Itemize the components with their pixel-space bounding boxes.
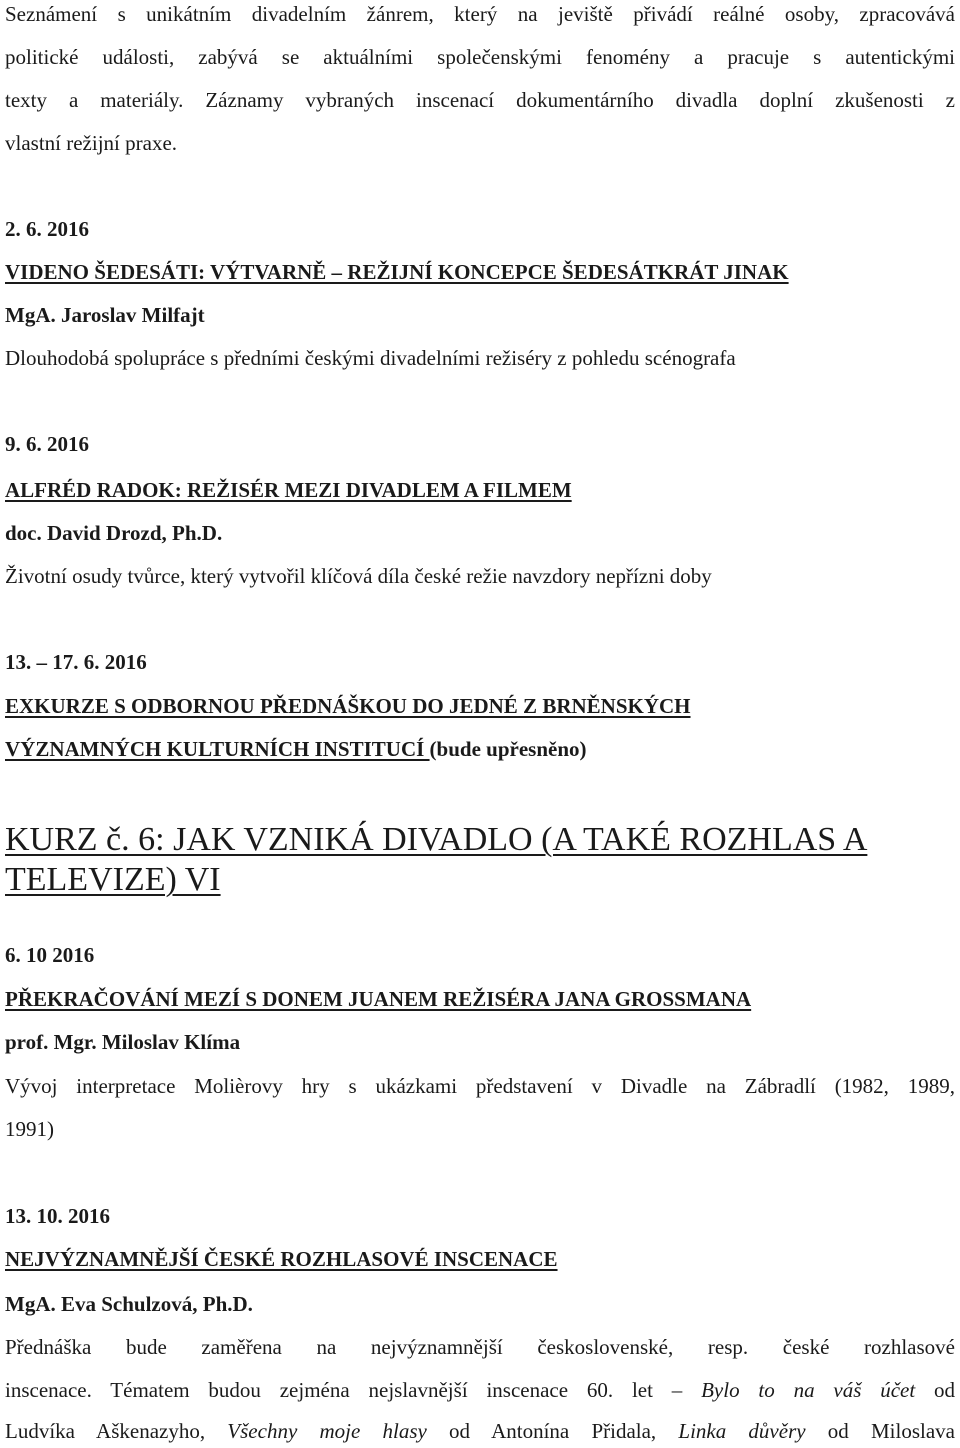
event-3-title-line-2: [5, 735, 587, 763]
desc-2-part-c: od: [915, 1378, 956, 1402]
course-event-2-date: 13. 10. 2016: [5, 1204, 110, 1228]
event-3-title-note: (bude upřesněno): [429, 737, 587, 761]
event-1-title: VIDENO ŠEDESÁTI: VÝTVARNĚ – REŽIJNÍ KONCEPCE ŠEDESÁTKRÁT JINAK: [5, 260, 789, 284]
intro-line-1: Seznámení s unikátním divadelním žánrem, který na jeviště přivádí reálné osoby, zpracovává: [5, 2, 955, 26]
course-event-2-lecturer: MgA. Eva Schulzová, Ph.D.: [5, 1292, 253, 1316]
desc-2-part-a: inscenace. Tématem budou zejména nejslavnější inscenace 60. let –: [5, 1378, 702, 1402]
intro-line-4: vlastní režijní praxe.: [5, 131, 178, 155]
event-2-date: 9. 6. 2016: [5, 432, 89, 456]
desc-3-work-title-2: Všechny moje hlasy: [227, 1419, 427, 1443]
event-2-title: ALFRÉD RADOK: REŽISÉR MEZI DIVADLEM A FILMEM: [5, 478, 572, 502]
desc-3-part-c: od Antonína Přidala,: [426, 1419, 679, 1443]
event-1-description: Dlouhodobá spolupráce s předními českými divadelními režiséry z pohledu scénografa: [5, 346, 736, 370]
course-title-line-1: [5, 820, 867, 860]
event-3-title-line-1: EXKURZE S ODBORNOU PŘEDNÁŠKOU DO JEDNÉ Z BRNĚNSKÝCH: [5, 694, 691, 718]
desc-3-part-a: Ludvíka Aškenazyho,: [5, 1419, 228, 1443]
event-1-lecturer: MgA. Jaroslav Milfajt: [5, 303, 205, 327]
desc-2-work-title-1: Bylo to na váš účet: [701, 1378, 916, 1402]
course-title-line-2-text: TELEVIZE) VI: [5, 861, 221, 898]
intro-line-2: politické události, zabývá se aktuálními společenskými fenomény a pracuje s autentickými: [5, 45, 955, 69]
desc-3-part-e: od Miloslava: [805, 1419, 955, 1443]
course-event-1-title: PŘEKRAČOVÁNÍ MEZÍ S DONEM JUANEM REŽISÉRA JANA GROSSMANA: [5, 987, 752, 1011]
course-event-2-description-line-3: [5, 1417, 955, 1445]
course-event-1-description-line-2: 1991): [5, 1117, 54, 1141]
intro-line-3: texty a materiály. Záznamy vybraných inscenací dokumentárního divadla doplní zkušenosti z: [5, 88, 955, 112]
event-2-lecturer: doc. David Drozd, Ph.D.: [5, 521, 223, 545]
course-title-line-2: [5, 860, 221, 900]
course-event-2-title: NEJVÝZNAMNĚJŠÍ ČESKÉ ROZHLASOVÉ INSCENACE: [5, 1247, 558, 1271]
course-event-2-description-line-2: [5, 1376, 955, 1404]
course-event-2-description-line-1: Přednáška bude zaměřena na nejvýznamnější československé, resp. české rozhlasové: [5, 1335, 955, 1359]
course-event-1-date: 6. 10 2016: [5, 943, 95, 967]
event-2-description: Životní osudy tvůrce, který vytvořil klíčová díla české režie navzdory nepřízni doby: [5, 564, 712, 588]
course-event-1-lecturer: prof. Mgr. Miloslav Klíma: [5, 1030, 241, 1054]
event-3-title-line-2-text: VÝZNAMNÝCH KULTURNÍCH INSTITUCÍ: [5, 737, 430, 761]
course-title-line-1-text: KURZ č. 6: JAK VZNIKÁ DIVADLO (A TAKÉ ROZHLAS A: [5, 821, 868, 858]
course-event-1-description-line-1: Vývoj interpretace Molièrovy hry s ukázkami představení v Divadle na Zábradlí (1982, 1989,: [5, 1074, 955, 1098]
event-3-date: 13. – 17. 6. 2016: [5, 650, 147, 674]
desc-3-work-title-3: Linka důvěry: [678, 1419, 806, 1443]
event-1-date: 2. 6. 2016: [5, 217, 89, 241]
